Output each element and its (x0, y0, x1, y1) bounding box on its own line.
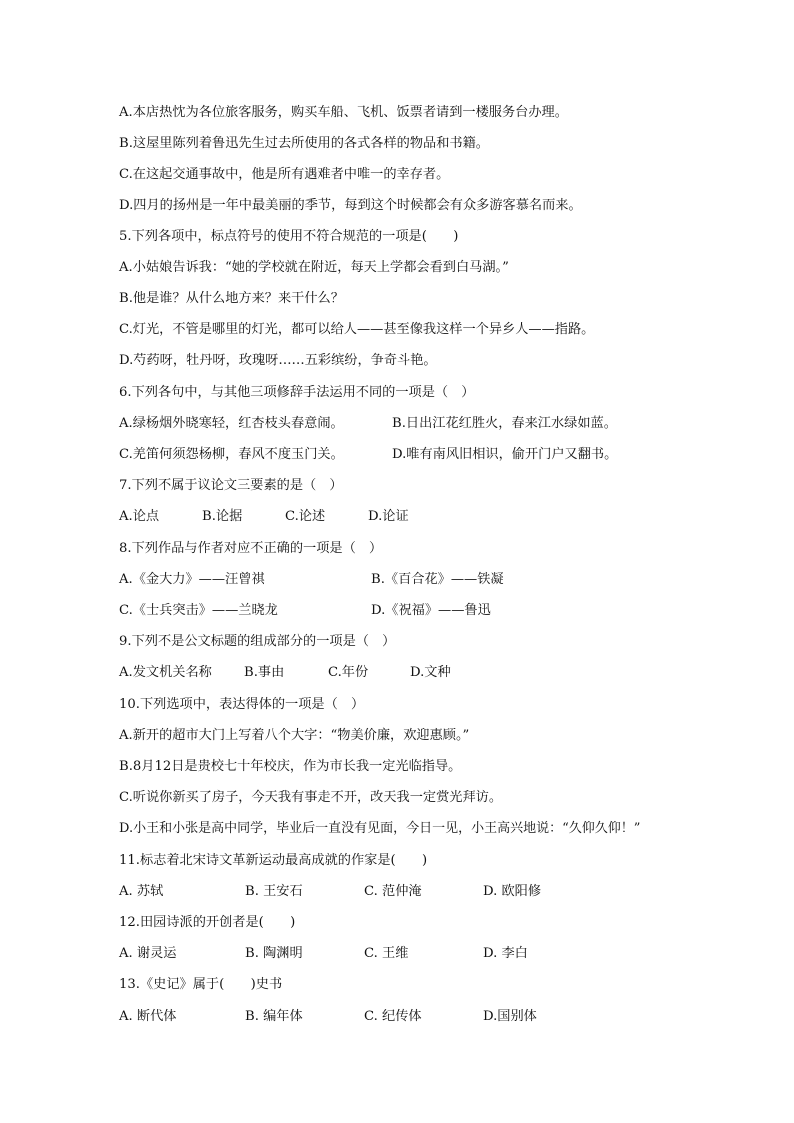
q9-option-a: A.发文机关名称 (119, 665, 212, 680)
q7-option-a: A.论点 (119, 509, 160, 524)
q7-option-b: B.论据 (202, 509, 243, 524)
q8-stem: 8.下列作品与作者对应不正确的一项是（ ） (119, 541, 383, 556)
q7-option-d: D.论证 (368, 509, 409, 524)
q5-option-b: B.他是谁？从什么地方来？来干什么？ (119, 291, 344, 306)
q4-option-c: C.在这起交通事故中，他是所有遇难者中唯一的幸存者。 (119, 167, 450, 182)
q11-option-d: D. 欧阳修 (483, 884, 542, 899)
q10-option-a: A.新开的超市大门上写着八个大字：“物美价廉，欢迎惠顾。” (119, 728, 470, 743)
q8-option-b: B.《百合花》——铁凝 (371, 572, 504, 587)
q8-option-a: A.《金大力》——汪曾祺 (119, 572, 265, 587)
q9-option-d: D.文种 (410, 665, 451, 680)
q12-option-b: B. 陶渊明 (245, 946, 303, 961)
q7-stem: 7.下列不属于议论文三要素的是（ ） (119, 478, 343, 493)
q10-option-d: D.小王和小张是高中同学，毕业后一直没有见面，今日一见，小王高兴地说：“久仰久仰！” (119, 821, 641, 836)
q4-option-d: D.四月的扬州是一年中最美丽的季节，每到这个时候都会有众多游客慕名而来。 (119, 198, 582, 213)
q4-option-b: B.这屋里陈列着鲁迅先生过去所使用的各式各样的物品和书籍。 (119, 136, 489, 151)
q5-option-d: D.芍药呀，牡丹呀，玫瑰呀……五彩缤纷，争奇斗艳。 (119, 353, 437, 368)
q11-stem: 11.标志着北宋诗文革新运动最高成就的作家是( ) (119, 853, 428, 868)
q13-option-a: A. 断代体 (119, 1009, 177, 1024)
q8-option-d: D.《祝福》——鲁迅 (371, 603, 491, 618)
q10-stem: 10.下列选项中，表达得体的一项是（ ） (119, 697, 365, 712)
q8-option-c: C.《士兵突击》——兰晓龙 (119, 603, 278, 618)
q7-option-c: C.论述 (285, 509, 326, 524)
q9-stem: 9.下列不是公文标题的组成部分的一项是（ ） (119, 634, 396, 649)
q13-option-d: D.国别体 (483, 1009, 537, 1024)
q5-option-a: A.小姑娘告诉我：“她的学校就在附近，每天上学都会看到白马湖。” (119, 260, 509, 275)
q9-option-c: C.年份 (328, 665, 369, 680)
q10-option-c: C.听说你新买了房子，今天我有事走不开，改天我一定赏光拜访。 (119, 790, 503, 805)
q5-stem: 5.下列各项中，标点符号的使用不符合规范的一项是( ) (119, 229, 459, 244)
q12-option-a: A. 谢灵运 (119, 946, 177, 961)
q4-option-a: A.本店热忱为各位旅客服务，购买车船、飞机、饭票者请到一楼服务台办理。 (119, 105, 568, 120)
q9-option-b: B.事由 (244, 665, 285, 680)
q13-option-c: C. 纪传体 (364, 1009, 422, 1024)
q6-option-c: C.羌笛何须怨杨柳，春风不度玉门关。 (119, 447, 344, 462)
q11-option-c: C. 范仲淹 (364, 884, 422, 899)
q10-option-b: B.8月12日是贵校七十年校庆，作为市长我一定光临指导。 (119, 759, 462, 774)
q6-option-b: B.日出江花红胜火，春来江水绿如蓝。 (392, 416, 617, 431)
q5-option-c: C.灯光，不管是哪里的灯光，都可以给人——甚至像我这样一个异乡人——指路。 (119, 322, 595, 337)
q12-option-d: D. 李白 (483, 946, 528, 961)
q12-stem: 12.田园诗派的开创者是( ) (119, 915, 296, 930)
q11-option-a: A. 苏轼 (119, 884, 164, 899)
q13-stem: 13.《史记》属于( )史书 (119, 977, 283, 992)
q13-option-b: B. 编年体 (245, 1009, 303, 1024)
q6-option-d: D.唯有南风旧相识，偷开门户又翻书。 (392, 447, 618, 462)
q6-stem: 6.下列各句中，与其他三项修辞手法运用不同的一项是（ ） (119, 385, 475, 400)
q12-option-c: C. 王维 (364, 946, 409, 961)
q6-option-a: A.绿杨烟外晓寒轻，红杏枝头春意闹。 (119, 416, 344, 431)
q11-option-b: B. 王安石 (245, 884, 303, 899)
